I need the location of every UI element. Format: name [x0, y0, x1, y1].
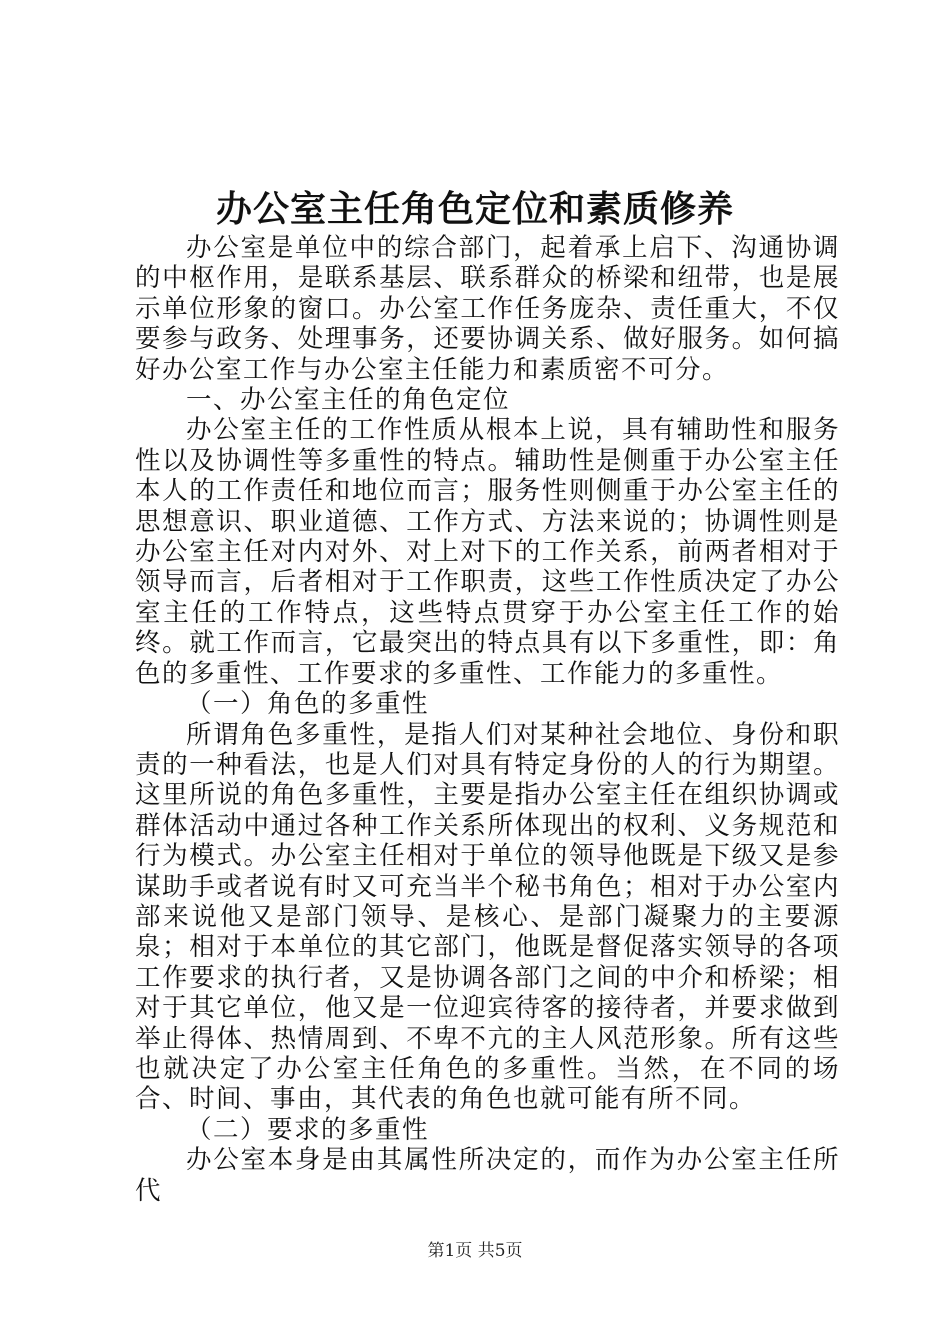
body-paragraph: 办公室本身是由其属性所决定的，而作为办公室主任所代 [135, 1145, 840, 1206]
body-paragraph: 所谓角色多重性，是指人们对某种社会地位、身份和职责的一种看法，也是人们对具有特定身份的人的行为期望。这里所说的角色多重性，主要是指办公室主任在组织协调或群体活动中通过各种工作关系所体现出的权利、义务规范和行为模式。办公室主任相对于单位的领导他既是下级又是参谋助手或者说有时又可充当半个秘书角色；相对于办公室内部来说他又是部门领导、是核心、是部门凝聚力的主要源泉；相对于本单位的其它部门，他既是督促落实领导的各项工作要求的执行者，又是协调各部门之间的中介和桥梁；相对于其它单位，他又是一位迎宾待客的接待者，并要求做到举止得体、热情周到、不卑不亢的主人风范形象。所有这些也就决定了办公室主任角色的多重性。当然，在不同的场合、时间、事由，其代表的角色也就可能有所不同。 [135, 719, 840, 1115]
page-number-footer: 第1页 共5页 [427, 1241, 523, 1261]
document-body [135, 233, 840, 1206]
subsection-heading-1: （一）角色的多重性 [186, 689, 430, 720]
intro-paragraph: 办公室是单位中的综合部门，起着承上启下、沟通协调的中枢作用，是联系基层、联系群众的桥梁和纽带，也是展示单位形象的窗口。办公室工作任务庞杂、责任重大，不仅要参与政务、处理事务，还要协调关系、做好服务。如何搞好办公室工作与办公室主任能力和素质密不可分。 [135, 233, 840, 385]
section-heading-1: 一、办公室主任的角色定位 [186, 385, 511, 416]
body-paragraph: 办公室主任的工作性质从根本上说，具有辅助性和服务性以及协调性等多重性的特点。辅助性是侧重于办公室主任本人的工作责任和地位而言；服务性则侧重于办公室主任的思想意识、职业道德、工作方式、方法来说的；协调性则是办公室主任对内对外、对上对下的工作关系，前两者相对于领导而言，后者相对于工作职责，这些工作性质决定了办公室主任的工作特点，这些特点贯穿于办公室主任工作的始终。就工作而言，它最突出的特点具有以下多重性，即：角色的多重性、工作要求的多重性、工作能力的多重性。 [135, 415, 840, 689]
document-title: 办公室主任角色定位和素质修养 [215, 188, 734, 230]
subsection-heading-2: （二）要求的多重性 [186, 1114, 430, 1145]
